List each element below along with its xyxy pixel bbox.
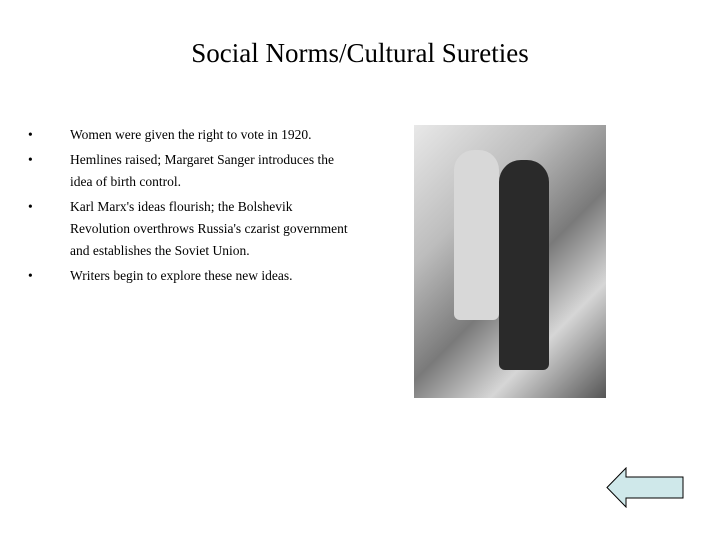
bullet-text: Karl Marx's ideas flourish; the Bolshevik Revolution overthrows Russia's czarist government and establishes the Soviet Union. — [70, 199, 348, 258]
bullet-icon: • — [28, 199, 33, 214]
bullet-text: Writers begin to explore these new ideas. — [70, 268, 293, 283]
bullet-icon: • — [28, 152, 33, 167]
list-item — [28, 196, 348, 262]
list-item — [28, 124, 348, 146]
bullet-icon: • — [28, 268, 33, 283]
photo-figure — [499, 160, 549, 370]
slide-title: Social Norms/Cultural Sureties — [191, 38, 529, 68]
list-item — [28, 265, 348, 287]
bullet-icon: • — [28, 127, 33, 142]
bullet-list — [28, 124, 348, 290]
bullet-text: Women were given the right to vote in 1920. — [70, 127, 312, 142]
bullet-text: Hemlines raised; Margaret Sanger introduces the idea of birth control. — [70, 152, 335, 189]
list-item — [28, 149, 348, 193]
left-arrow-icon — [607, 468, 683, 507]
flappers-photo — [414, 125, 606, 398]
back-arrow-button[interactable] — [606, 467, 684, 508]
photo-figure — [454, 150, 499, 320]
